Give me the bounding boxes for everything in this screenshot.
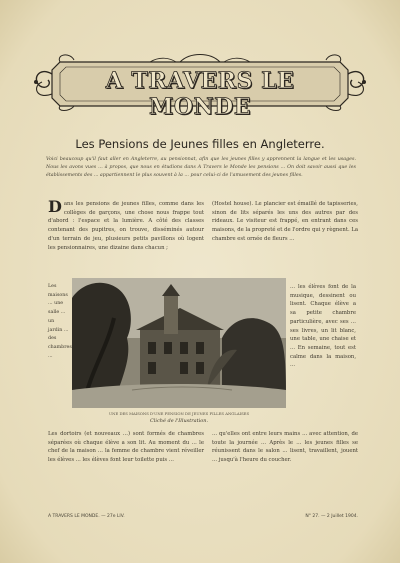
article-intro: Voici beaucoup qu'il faut aller en Angleterre, au pensionnat, afin que les jeunes filles y apprennent la langue et les usages. Nous les avons vues ... à propos, que nous en étudions dans A Travers le Monde les pensions ... On doit savoir aussi que les établissements des ... appartiennent le plus souvent à la ... pour celui-ci de l'amusement des jeunes filles. [46,157,356,178]
photo-caption: UNE DES MAISONS D'UNE PENSION DE JEUNES FILLES ANGLAISES [108,411,250,416]
column-left-bottom: Les dortoirs (et nouveaux ...) sont formés de chambres séparées où chaque élève a son lit. Au moment du ... le chef de la maison ... la femme de chambre vient réveiller les élèves ... les élèves font leur toilette puis ... [48,431,204,464]
article-title: Les Pensions de Jeunes filles en Angleterre. [75,137,325,151]
column-left-top [48,197,204,252]
magazine-title: A TRAVERS LE MONDE [105,68,295,120]
footer-date: N° 27. — 2 Juillet 1904. [305,514,358,519]
column-right-bottom: ... qu'elles ont entre leurs mains ... avec attention, de toute la journée ... Après le ... les jeunes filles se réunissent dans le salon ... lisent, travaillent, jouent ... jusqu'à l'heure du coucher. [212,431,358,464]
footer-issue: A TRAVERS LE MONDE. — 27e LIV. [48,514,125,519]
photo-credit: Cliché de l'Illustration. [149,418,209,424]
masthead [30,50,370,120]
column-right-top: (Hostel house). Le plancier est émaillé de tapisseries, sinon de lits séparés les uns des autres par des rideaux. Le visiteur est frappé, en entrant dans ces maisons, de la propreté et de l'ordre qui y règnent. La chambre est ornée de fleurs ... [212,201,358,242]
school-house-photo [72,278,286,408]
column-narrow-left: Les maisons ... une salle ... un jardin ... des chambres ... [48,284,72,359]
drop-cap: D [48,197,62,216]
column-left-top-text: ans les pensions de jeunes filles, comme dans les collèges de garçons, une chose nous frappe tout d'abord : l'espace et la lumière. A côté des classes contenant des pupitres, on trouve, disséminés autour d'un terrain de jeu, plusieurs petits pavillons où logent les pensionnaires, une dizaine dans chacun ; [48,201,204,251]
column-narrow-right: ... les élèves font de la musique, dessinent ou lisent. Chaque élève a sa petite chambre particulière, avec ses ... ses livres, un lit blanc, une table, une chaise et ... En semaine, tout est calme dans la maison, ... [290,284,356,369]
